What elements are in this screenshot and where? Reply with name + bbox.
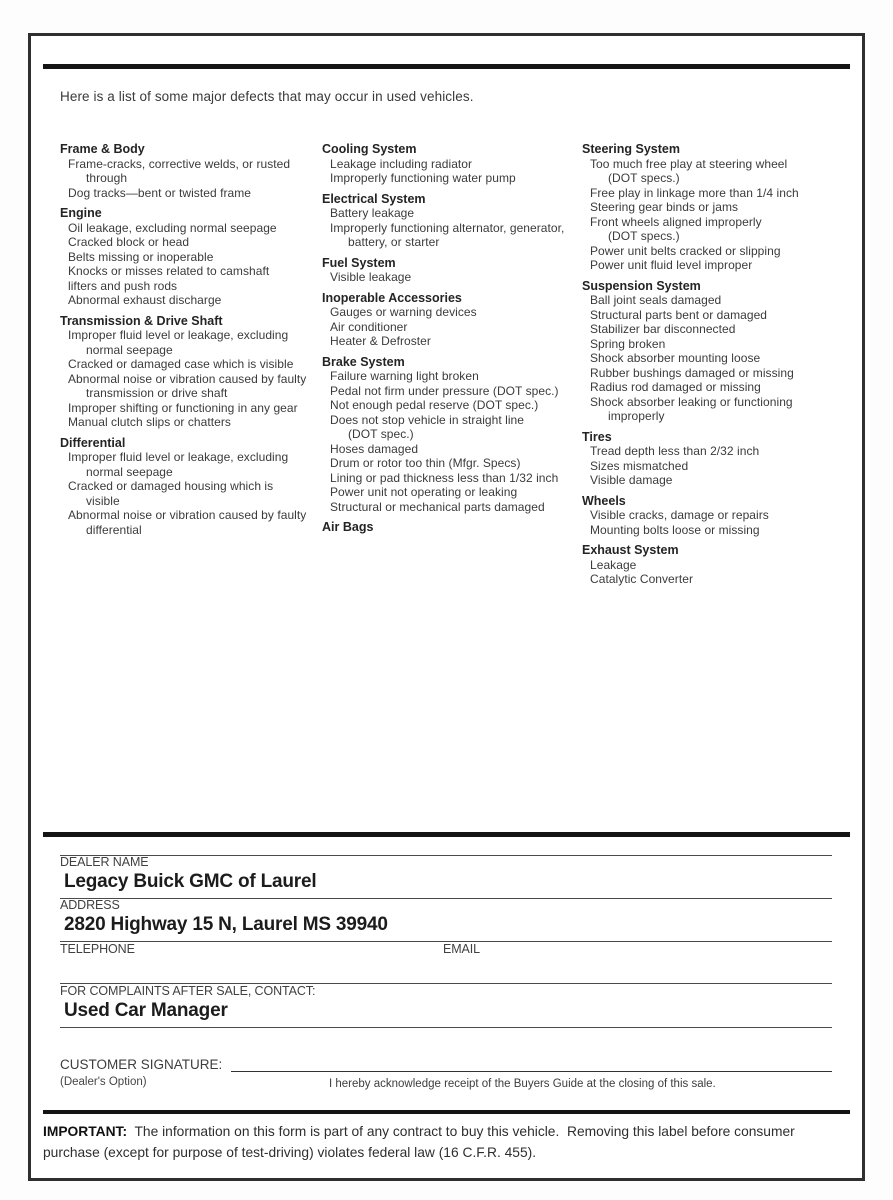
defect-section-title: Cooling System bbox=[322, 142, 417, 156]
top-divider-rule bbox=[43, 64, 850, 69]
defect-section-title: Exhaust System bbox=[582, 543, 679, 557]
middle-divider-rule bbox=[43, 832, 850, 837]
customer-signature-line[interactable] bbox=[231, 1071, 832, 1072]
defect-item: Hoses damaged bbox=[330, 441, 419, 456]
defects-column-2 bbox=[322, 142, 580, 535]
defect-item: Dog tracks—bent or twisted frame bbox=[68, 185, 251, 200]
field-line bbox=[60, 855, 832, 856]
defect-section bbox=[322, 355, 580, 515]
defect-item: Visible damage bbox=[590, 473, 673, 487]
defect-item: Tread depth less than 2/32 inch bbox=[590, 444, 760, 458]
defect-item: Manual clutch slips or chatters bbox=[68, 415, 231, 429]
defect-item: Visible cracks, damage or repairs bbox=[590, 508, 769, 522]
defect-item: normal seepage bbox=[86, 464, 173, 479]
defect-section-title: Tires bbox=[582, 429, 612, 444]
defect-section-title: Fuel System bbox=[322, 255, 396, 270]
dealer-name-value: Legacy Buick GMC of Laurel bbox=[64, 871, 317, 892]
defect-item: Structural or mechanical parts damaged bbox=[330, 499, 545, 514]
defect-item: Shock absorber leaking or functioning bbox=[590, 394, 793, 409]
defect-section-title: Steering System bbox=[582, 142, 680, 156]
defect-section-title: Inoperable Accessories bbox=[322, 290, 462, 305]
defect-item: Leakage including radiator bbox=[330, 156, 473, 171]
defect-item: Abnormal noise or vibration caused by faulty bbox=[68, 371, 307, 386]
defect-item: Cracked or damaged case which is visible bbox=[68, 357, 294, 371]
defect-item: Ball joint seals damaged bbox=[590, 293, 722, 307]
dealers-option-label: (Dealer's Option) bbox=[60, 1076, 147, 1088]
defect-item: Failure warning light broken bbox=[330, 369, 479, 383]
defect-item: Heater & Defroster bbox=[330, 334, 431, 348]
acknowledgement-note: I hereby acknowledge receipt of the Buyers Guide at the closing of this sale. bbox=[329, 1078, 716, 1090]
defect-section bbox=[322, 256, 580, 285]
defect-section-title: Wheels bbox=[582, 493, 626, 508]
defect-item: Rubber bushings damaged or missing bbox=[590, 365, 794, 380]
defect-item: Improper shifting or functioning in any gear bbox=[68, 400, 298, 415]
important-notice bbox=[43, 1121, 849, 1163]
defect-item: improperly bbox=[608, 409, 665, 423]
defect-section bbox=[60, 436, 318, 538]
defect-item: Knocks or misses related to camshaft bbox=[68, 264, 270, 278]
defect-item: visible bbox=[86, 493, 120, 508]
defect-item: battery, or starter bbox=[348, 235, 440, 249]
defect-item: Shock absorber mounting loose bbox=[590, 351, 761, 365]
defect-item: Steering gear binds or jams bbox=[590, 200, 739, 214]
defect-item: Front wheels aligned improperly bbox=[590, 214, 762, 229]
defect-item: Radius rod damaged or missing bbox=[590, 380, 761, 394]
defect-item: Abnormal noise or vibration caused by faulty bbox=[68, 508, 307, 522]
defect-item: Lining or pad thickness less than 1/32 inch bbox=[330, 470, 559, 485]
defect-item: Battery leakage bbox=[330, 206, 415, 220]
defect-section-title: Electrical System bbox=[322, 191, 426, 206]
defect-section-title: Suspension System bbox=[582, 278, 701, 293]
defect-item: lifters and push rods bbox=[68, 278, 178, 293]
complaints-contact-label: FOR COMPLAINTS AFTER SALE, CONTACT: bbox=[60, 984, 316, 998]
defects-column-3 bbox=[582, 142, 840, 587]
defect-section-title: Differential bbox=[60, 435, 126, 450]
defect-section bbox=[582, 142, 840, 273]
defect-section bbox=[60, 206, 318, 308]
defect-item: Pedal not firm under pressure (DOT spec.) bbox=[330, 383, 559, 398]
defect-item: (DOT specs.) bbox=[608, 229, 680, 243]
intro-text: Here is a list of some major defects that may occur in used vehicles. bbox=[60, 89, 474, 104]
field-line bbox=[60, 1027, 832, 1028]
defect-section-title: Air Bags bbox=[322, 520, 374, 534]
address-value: 2820 Highway 15 N, Laurel MS 39940 bbox=[64, 914, 388, 935]
defect-section-title: Engine bbox=[60, 206, 102, 220]
defect-item: differential bbox=[86, 522, 142, 537]
defect-item: Drum or rotor too thin (Mfgr. Specs) bbox=[330, 456, 521, 470]
defect-item: Power unit belts cracked or slipping bbox=[590, 243, 781, 258]
defect-item: Improperly functioning water pump bbox=[330, 171, 516, 185]
defects-column-1 bbox=[60, 142, 318, 537]
defect-item: Power unit not operating or leaking bbox=[330, 485, 518, 499]
defect-item: Improper fluid level or leakage, excluding bbox=[68, 328, 289, 342]
defect-item: Improperly functioning alternator, generator, bbox=[330, 220, 565, 235]
customer-signature-label: CUSTOMER SIGNATURE: bbox=[60, 1057, 223, 1072]
defect-section bbox=[322, 192, 580, 250]
defect-item: Spring broken bbox=[590, 336, 666, 351]
defect-item: Structural parts bent or damaged bbox=[590, 307, 768, 322]
defect-item: (DOT spec.) bbox=[348, 427, 414, 441]
defect-section bbox=[60, 142, 318, 200]
defect-item: Not enough pedal reserve (DOT spec.) bbox=[330, 398, 539, 412]
defect-section bbox=[322, 520, 580, 535]
defect-item: Improper fluid level or leakage, excluding bbox=[68, 450, 289, 464]
defect-section-title: Brake System bbox=[322, 354, 405, 369]
defect-section-title: Frame & Body bbox=[60, 142, 145, 156]
defect-section bbox=[582, 543, 840, 587]
defect-item: Abnormal exhaust discharge bbox=[68, 293, 222, 307]
defect-item: Catalytic Converter bbox=[590, 572, 693, 586]
important-text: The information on this form is part of any contract to buy this vehicle. Removing this label before consumer purchase (except for purpose of test-driving) violates federal law (16 C.F.R. 455). bbox=[43, 1124, 799, 1160]
field-line bbox=[60, 898, 832, 899]
defect-item: Free play in linkage more than 1/4 inch bbox=[590, 185, 799, 200]
defect-item: Belts missing or inoperable bbox=[68, 249, 214, 264]
defect-item: (DOT specs.) bbox=[608, 171, 680, 185]
defect-item: Leakage bbox=[590, 557, 637, 572]
important-label: IMPORTANT: bbox=[43, 1124, 128, 1139]
telephone-label: TELEPHONE bbox=[60, 942, 135, 956]
defect-item: normal seepage bbox=[86, 342, 173, 357]
defect-item: Mounting bolts loose or missing bbox=[590, 522, 760, 537]
defect-item: Frame-cracks, corrective welds, or rusted bbox=[68, 156, 291, 171]
defect-section bbox=[322, 291, 580, 349]
defect-section bbox=[582, 279, 840, 424]
defect-item: Visible leakage bbox=[330, 270, 412, 284]
defect-section bbox=[60, 314, 318, 430]
defect-section-title: Transmission & Drive Shaft bbox=[60, 313, 223, 328]
complaints-contact-value: Used Car Manager bbox=[64, 1000, 228, 1021]
defect-item: Cracked block or head bbox=[68, 235, 190, 249]
defect-section bbox=[322, 142, 580, 186]
defect-item: Too much free play at steering wheel bbox=[590, 156, 788, 171]
defect-item: Air conditioner bbox=[330, 319, 408, 334]
dealer-name-label: DEALER NAME bbox=[60, 855, 149, 869]
defect-item: Does not stop vehicle in straight line bbox=[330, 412, 525, 427]
bottom-divider-rule bbox=[43, 1110, 850, 1114]
defect-item: Stabilizer bar disconnected bbox=[590, 322, 736, 336]
address-label: ADDRESS bbox=[60, 898, 120, 912]
defect-item: transmission or drive shaft bbox=[86, 386, 228, 400]
defect-section bbox=[582, 494, 840, 538]
defect-section bbox=[582, 430, 840, 488]
document-page bbox=[28, 33, 865, 1181]
defect-item: Oil leakage, excluding normal seepage bbox=[68, 220, 277, 235]
email-label: EMAIL bbox=[443, 942, 481, 956]
defect-item: through bbox=[86, 171, 128, 185]
defect-item: Power unit fluid level improper bbox=[590, 258, 753, 272]
defect-item: Sizes mismatched bbox=[590, 458, 689, 473]
defect-item: Gauges or warning devices bbox=[330, 305, 477, 319]
defect-item: Cracked or damaged housing which is bbox=[68, 479, 274, 493]
